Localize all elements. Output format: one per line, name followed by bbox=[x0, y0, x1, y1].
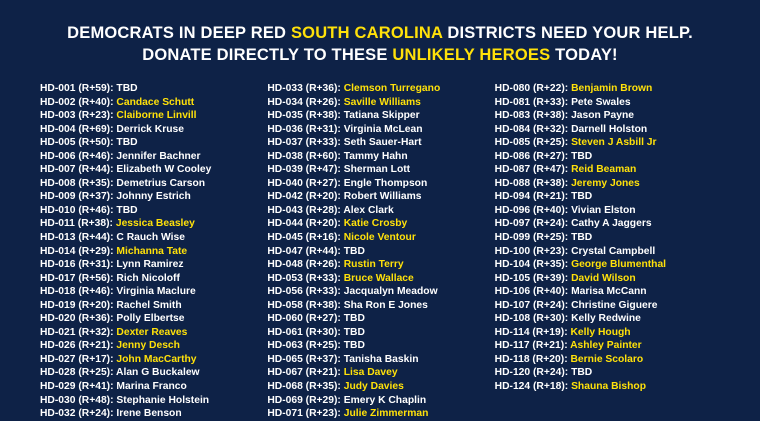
candidate-name: Julie Zimmerman bbox=[343, 408, 429, 420]
candidate-row bbox=[40, 163, 267, 177]
candidate-name: Michanna Tate bbox=[116, 245, 188, 257]
candidate-row bbox=[495, 339, 722, 353]
candidate-name: Virginia Maclure bbox=[116, 286, 196, 298]
candidate-name: Sha Ron E Jones bbox=[343, 299, 428, 311]
candidate-row bbox=[40, 231, 267, 245]
candidate-row bbox=[40, 285, 267, 299]
candidate-row bbox=[495, 82, 722, 96]
candidate-name: TBD bbox=[571, 232, 593, 244]
district-label: HD-067 (R+21): bbox=[267, 367, 341, 379]
candidate-name: Kelly Redwine bbox=[571, 313, 641, 325]
candidate-row bbox=[267, 177, 494, 191]
candidate-row bbox=[40, 312, 267, 326]
district-label: HD-069 (R+29): bbox=[267, 394, 341, 406]
candidate-name: TBD bbox=[116, 83, 138, 94]
candidate-name: Pete Swales bbox=[571, 96, 631, 108]
candidate-name: Dexter Reaves bbox=[116, 326, 188, 338]
candidate-row bbox=[495, 380, 722, 394]
district-label: HD-118 (R+20): bbox=[494, 353, 568, 365]
district-label: HD-100 (R+23): bbox=[494, 245, 569, 257]
candidate-name: Candace Schutt bbox=[116, 96, 195, 108]
district-label: HD-045 (R+16): bbox=[267, 232, 341, 244]
district-label: HD-058 (R+38): bbox=[267, 299, 341, 311]
district-label: HD-043 (R+28): bbox=[267, 204, 341, 216]
candidate-row bbox=[40, 150, 267, 164]
candidate-row bbox=[495, 326, 722, 340]
headline-line2-part1: DONATE DIRECTLY TO THESE bbox=[142, 46, 393, 64]
candidate-row bbox=[40, 217, 267, 231]
district-label: HD-028 (R+25): bbox=[40, 367, 114, 379]
district-label: HD-009 (R+37): bbox=[40, 191, 114, 203]
candidate-row bbox=[495, 163, 722, 177]
headline-line-2 bbox=[26, 44, 734, 66]
candidate-row bbox=[495, 285, 722, 299]
candidate-name: Judy Davies bbox=[343, 381, 404, 393]
headline-state-highlight: SOUTH CAROLINA bbox=[290, 24, 443, 42]
candidate-row bbox=[267, 272, 494, 286]
candidate-name: Reid Beaman bbox=[571, 164, 637, 176]
candidate-row bbox=[40, 123, 267, 137]
candidate-name: Engle Thompson bbox=[343, 177, 428, 189]
candidate-name: TBD bbox=[116, 204, 138, 216]
candidate-name: Rustin Terry bbox=[343, 259, 404, 271]
candidate-row bbox=[267, 312, 494, 326]
candidate-name: Ashley Painter bbox=[570, 340, 642, 352]
district-label: HD-083 (R+38): bbox=[494, 110, 569, 122]
district-label: HD-094 (R+21): bbox=[494, 191, 569, 203]
candidate-name: Crystal Campbell bbox=[571, 245, 656, 257]
candidate-row bbox=[40, 326, 267, 340]
candidate-name: Nicole Ventour bbox=[343, 232, 416, 244]
district-label: HD-005 (R+50): bbox=[40, 137, 114, 149]
candidate-row bbox=[495, 353, 722, 367]
candidate-row bbox=[267, 366, 494, 380]
candidate-name: TBD bbox=[343, 340, 365, 352]
candidate-row bbox=[40, 407, 267, 421]
candidate-name: Alan G Buckalew bbox=[116, 367, 200, 379]
candidate-name: Bruce Wallace bbox=[343, 272, 414, 284]
candidate-row bbox=[267, 150, 494, 164]
candidate-name: Tatiana Skipper bbox=[343, 110, 420, 122]
candidate-row bbox=[267, 394, 494, 408]
candidate-row bbox=[495, 96, 722, 110]
headline-line1-part1: DEMOCRATS IN DEEP RED bbox=[67, 24, 291, 42]
district-label: HD-080 (R+22): bbox=[494, 83, 569, 94]
candidate-name: Saville Williams bbox=[343, 96, 421, 108]
district-label: HD-124 (R+18): bbox=[494, 381, 569, 393]
candidate-name: Marina Franco bbox=[116, 381, 187, 393]
candidate-name: C Rauch Wise bbox=[116, 232, 185, 244]
candidate-name: Emery K Chaplin bbox=[343, 394, 427, 406]
candidate-name: Christine Giguere bbox=[571, 299, 658, 311]
candidate-row bbox=[267, 245, 494, 259]
candidate-row bbox=[267, 339, 494, 353]
district-label: HD-081 (R+33): bbox=[494, 96, 569, 108]
district-label: HD-108 (R+30): bbox=[494, 313, 569, 325]
candidate-row bbox=[267, 204, 494, 218]
candidate-row bbox=[495, 258, 722, 272]
district-label: HD-065 (R+37): bbox=[267, 353, 341, 365]
district-label: HD-047 (R+44): bbox=[267, 245, 341, 257]
district-label: HD-106 (R+40): bbox=[494, 286, 569, 298]
candidate-row bbox=[267, 353, 494, 367]
candidate-row bbox=[40, 299, 267, 313]
candidate-name: TBD bbox=[343, 245, 365, 257]
candidate-name: Marisa McCann bbox=[571, 286, 647, 298]
district-label: HD-097 (R+24): bbox=[494, 218, 569, 230]
candidate-name: Katie Crosby bbox=[343, 218, 408, 230]
page-title bbox=[26, 22, 734, 66]
district-label: HD-003 (R+23): bbox=[40, 110, 114, 122]
candidate-row bbox=[495, 312, 722, 326]
candidate-row bbox=[267, 123, 494, 137]
candidate-row bbox=[40, 82, 267, 96]
candidate-row bbox=[495, 299, 722, 313]
district-label: HD-044 (R+20): bbox=[267, 218, 341, 230]
candidate-row bbox=[40, 258, 267, 272]
district-label: HD-068 (R+35): bbox=[267, 381, 341, 393]
candidate-name: Vivian Elston bbox=[571, 204, 636, 216]
candidate-row bbox=[495, 123, 722, 137]
candidate-name: Jennifer Bachner bbox=[116, 150, 201, 162]
candidate-row bbox=[40, 190, 267, 204]
candidate-name: Virginia McLean bbox=[343, 123, 423, 135]
candidate-row bbox=[495, 245, 722, 259]
candidate-row bbox=[495, 190, 722, 204]
district-label: HD-085 (R+25): bbox=[494, 137, 569, 149]
candidate-name: Rachel Smith bbox=[116, 299, 182, 311]
headline-heroes-highlight: UNLIKELY HEROES bbox=[392, 46, 551, 64]
district-label: HD-026 (R+21): bbox=[40, 340, 114, 352]
candidate-name: Tanisha Baskin bbox=[343, 353, 419, 365]
candidate-row bbox=[495, 272, 722, 286]
candidate-name: Elizabeth W Cooley bbox=[116, 164, 212, 176]
candidate-name: Jason Payne bbox=[571, 110, 635, 122]
candidate-name: Stephanie Holstein bbox=[116, 394, 210, 406]
district-label: HD-071 (R+23): bbox=[267, 408, 341, 420]
district-label: HD-035 (R+38): bbox=[267, 110, 341, 122]
district-label: HD-001 (R+59): bbox=[40, 83, 114, 94]
candidate-name: Bernie Scolaro bbox=[570, 353, 644, 365]
district-label: HD-053 (R+33): bbox=[267, 272, 341, 284]
candidate-name: TBD bbox=[571, 367, 593, 379]
district-label: HD-117 (R+21): bbox=[494, 340, 568, 352]
candidate-row bbox=[267, 285, 494, 299]
candidate-row bbox=[40, 380, 267, 394]
district-label: HD-019 (R+20): bbox=[40, 299, 114, 311]
candidate-row bbox=[267, 380, 494, 394]
district-label: HD-042 (R+20): bbox=[267, 191, 341, 203]
district-label: HD-020 (R+36): bbox=[40, 313, 114, 325]
candidate-row bbox=[267, 163, 494, 177]
candidate-name: John MacCarthy bbox=[116, 353, 197, 365]
candidate-row bbox=[495, 231, 722, 245]
candidate-name: Claiborne Linvill bbox=[116, 110, 197, 122]
candidate-name: TBD bbox=[343, 326, 365, 338]
district-label: HD-016 (R+31): bbox=[40, 259, 114, 271]
candidate-name: TBD bbox=[116, 137, 138, 149]
district-label: HD-040 (R+27): bbox=[267, 177, 341, 189]
candidate-row bbox=[267, 231, 494, 245]
candidate-row bbox=[267, 217, 494, 231]
candidate-name: Clemson Turregano bbox=[343, 83, 441, 94]
district-label: HD-032 (R+24): bbox=[40, 408, 114, 420]
district-label: HD-011 (R+38): bbox=[40, 218, 113, 230]
candidate-name: Alex Clark bbox=[343, 204, 394, 216]
candidate-row bbox=[495, 109, 722, 123]
district-label: HD-030 (R+48): bbox=[40, 394, 114, 406]
candidate-row bbox=[40, 272, 267, 286]
candidate-name: Benjamin Brown bbox=[571, 83, 653, 94]
candidate-row bbox=[267, 258, 494, 272]
district-label: HD-036 (R+31): bbox=[267, 123, 341, 135]
candidate-row bbox=[495, 204, 722, 218]
headline-line-1 bbox=[26, 22, 734, 44]
district-label: HD-105 (R+39): bbox=[494, 272, 569, 284]
candidate-row bbox=[267, 407, 494, 421]
candidate-name: Jenny Desch bbox=[116, 340, 180, 352]
candidate-name: Cathy A Jaggers bbox=[571, 218, 652, 230]
district-label: HD-086 (R+27): bbox=[494, 150, 569, 162]
candidate-row bbox=[267, 190, 494, 204]
candidate-name: Derrick Kruse bbox=[116, 123, 184, 135]
candidate-name: David Wilson bbox=[571, 272, 636, 284]
district-label: HD-104 (R+35): bbox=[494, 259, 569, 271]
district-label: HD-014 (R+29): bbox=[40, 245, 114, 257]
district-label: HD-033 (R+36): bbox=[267, 83, 341, 94]
candidate-name: Johnny Estrich bbox=[116, 191, 191, 203]
candidate-name: Darnell Holston bbox=[571, 123, 648, 135]
district-label: HD-017 (R+56): bbox=[40, 272, 114, 284]
candidate-name: Kelly Hough bbox=[570, 326, 631, 338]
candidate-row bbox=[40, 394, 267, 408]
headline-line2-part2: TODAY! bbox=[550, 46, 618, 64]
candidate-name: Jeremy Jones bbox=[571, 177, 640, 189]
district-label: HD-029 (R+41): bbox=[40, 381, 114, 393]
candidate-name: Polly Elbertse bbox=[116, 313, 185, 325]
district-label: HD-107 (R+24): bbox=[494, 299, 569, 311]
candidate-row bbox=[40, 177, 267, 191]
district-label: HD-060 (R+27): bbox=[267, 313, 341, 325]
candidate-name: Jessica Beasley bbox=[115, 218, 195, 230]
candidate-name: Steven J Asbill Jr bbox=[571, 137, 657, 149]
candidate-column-3 bbox=[495, 82, 722, 421]
headline-line1-part2: DISTRICTS NEED YOUR HELP. bbox=[442, 24, 693, 42]
candidate-name: Lynn Ramirez bbox=[116, 259, 184, 271]
district-label: HD-004 (R+69): bbox=[40, 123, 114, 135]
district-label: HD-027 (R+17): bbox=[40, 353, 114, 365]
candidate-columns bbox=[26, 82, 734, 421]
candidate-row bbox=[40, 245, 267, 259]
district-label: HD-061 (R+30): bbox=[267, 326, 341, 338]
district-label: HD-021 (R+32): bbox=[40, 326, 114, 338]
district-label: HD-013 (R+44): bbox=[40, 232, 114, 244]
candidate-name: Robert Williams bbox=[343, 191, 422, 203]
candidate-row bbox=[40, 136, 267, 150]
candidate-name: Demetrius Carson bbox=[116, 177, 206, 189]
district-label: HD-018 (R+46): bbox=[40, 286, 114, 298]
district-label: HD-087 (R+47): bbox=[494, 164, 569, 176]
district-label: HD-114 (R+19): bbox=[494, 326, 568, 338]
candidate-name: Lisa Davey bbox=[343, 367, 398, 379]
candidate-row bbox=[40, 353, 267, 367]
district-label: HD-039 (R+47): bbox=[267, 164, 341, 176]
candidate-row bbox=[495, 217, 722, 231]
district-label: HD-010 (R+46): bbox=[40, 204, 114, 216]
district-label: HD-006 (R+46): bbox=[40, 150, 114, 162]
candidate-row bbox=[495, 366, 722, 380]
district-label: HD-034 (R+26): bbox=[267, 96, 341, 108]
candidate-name: Sherman Lott bbox=[343, 164, 411, 176]
candidate-row bbox=[267, 109, 494, 123]
district-label: HD-063 (R+25): bbox=[267, 340, 341, 352]
district-label: HD-088 (R+38): bbox=[494, 177, 569, 189]
candidate-name: TBD bbox=[571, 150, 593, 162]
district-label: HD-099 (R+25): bbox=[494, 232, 569, 244]
district-label: HD-007 (R+44): bbox=[40, 164, 114, 176]
candidate-row bbox=[40, 339, 267, 353]
district-label: HD-037 (R+33): bbox=[267, 137, 341, 149]
candidate-row bbox=[495, 136, 722, 150]
district-label: HD-008 (R+35): bbox=[40, 177, 114, 189]
candidate-row bbox=[267, 96, 494, 110]
district-label: HD-084 (R+32): bbox=[494, 123, 569, 135]
candidate-name: Jacqualyn Meadow bbox=[343, 286, 438, 298]
candidate-row bbox=[40, 366, 267, 380]
candidate-row bbox=[267, 326, 494, 340]
candidate-name: TBD bbox=[343, 313, 365, 325]
candidate-column-1 bbox=[40, 82, 267, 421]
district-label: HD-048 (R+26): bbox=[267, 259, 341, 271]
candidate-name: Shauna Bishop bbox=[571, 381, 647, 393]
candidate-name: Seth Sauer-Hart bbox=[343, 137, 422, 149]
candidate-row bbox=[267, 136, 494, 150]
candidate-row bbox=[495, 177, 722, 191]
candidate-name: Irene Benson bbox=[116, 408, 182, 420]
district-label: HD-038 (R+60): bbox=[267, 150, 341, 162]
district-label: HD-120 (R+24): bbox=[494, 367, 569, 379]
candidate-row bbox=[40, 96, 267, 110]
district-label: HD-056 (R+33): bbox=[267, 286, 341, 298]
candidate-name: George Blumenthal bbox=[571, 259, 667, 271]
candidate-row bbox=[267, 82, 494, 96]
candidate-name: Tammy Hahn bbox=[343, 150, 408, 162]
candidate-name: TBD bbox=[571, 191, 593, 203]
candidate-column-2 bbox=[267, 82, 494, 421]
candidate-name: Rich Nicoloff bbox=[116, 272, 180, 284]
candidate-row bbox=[495, 150, 722, 164]
candidate-row bbox=[267, 299, 494, 313]
candidate-row bbox=[40, 109, 267, 123]
district-label: HD-002 (R+40): bbox=[40, 96, 114, 108]
candidate-row bbox=[40, 204, 267, 218]
district-label: HD-096 (R+40): bbox=[494, 204, 569, 216]
